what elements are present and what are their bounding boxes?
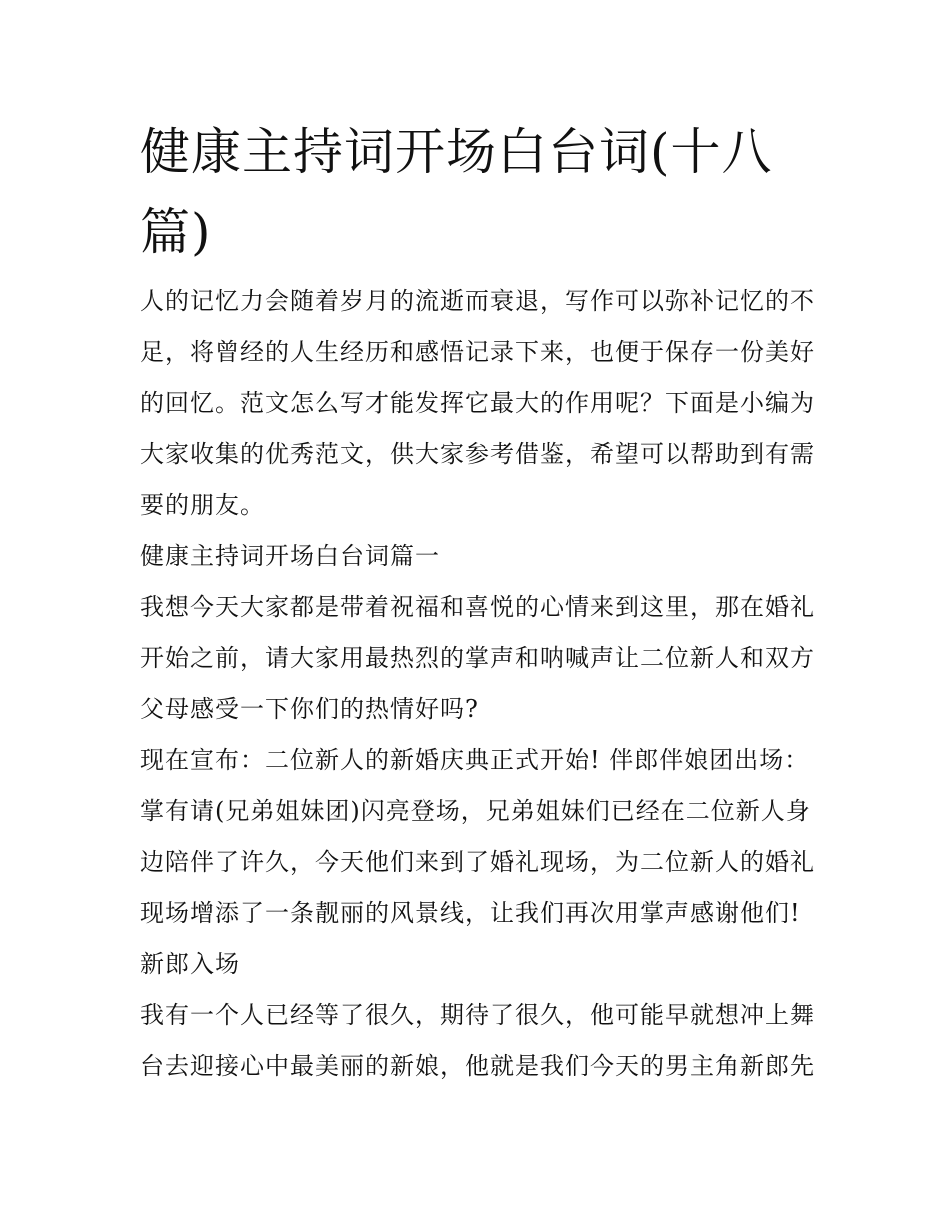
body-paragraph: 我有一个人已经等了很久，期待了很久，他可能早就想冲上舞台去迎接心中最美丽的新娘，他就是我们今天的男主角新郎先	[140, 1001, 815, 1080]
body-paragraph: 现在宣布：二位新人的新婚庆典正式开始! 伴郎伴娘团出场：	[140, 746, 810, 774]
document-body	[140, 276, 816, 1092]
body-paragraph: 掌有请(兄弟姐妹团)闪亮登场，兄弟姐妹们已经在二位新人身边陪伴了许久，今天他们来到了婚礼现场，为二位新人的婚礼现场增添了一条靓丽的风景线，让我们再次用掌声感谢他们!	[140, 797, 815, 927]
intro-paragraph: 人的记忆力会随着岁月的流逝而衰退，写作可以弥补记忆的不足，将曾经的人生经历和感悟记录下来，也便于保存一份美好的回忆。范文怎么写才能发挥它最大的作用呢？下面是小编为大家收集的优秀范文，供大家参考借鉴，希望可以帮助到有需要的朋友。	[140, 287, 815, 519]
section-heading-1: 健康主持词开场白台词篇一	[140, 542, 440, 570]
section-heading-groom-entrance: 新郎入场	[140, 950, 240, 978]
body-paragraph: 我想今天大家都是带着祝福和喜悦的心情来到这里，那在婚礼开始之前，请大家用最热烈的掌声和呐喊声让二位新人和双方父母感受一下你们的热情好吗?	[140, 593, 815, 723]
document-title: 健康主持词开场白台词(十八篇)	[140, 123, 773, 261]
